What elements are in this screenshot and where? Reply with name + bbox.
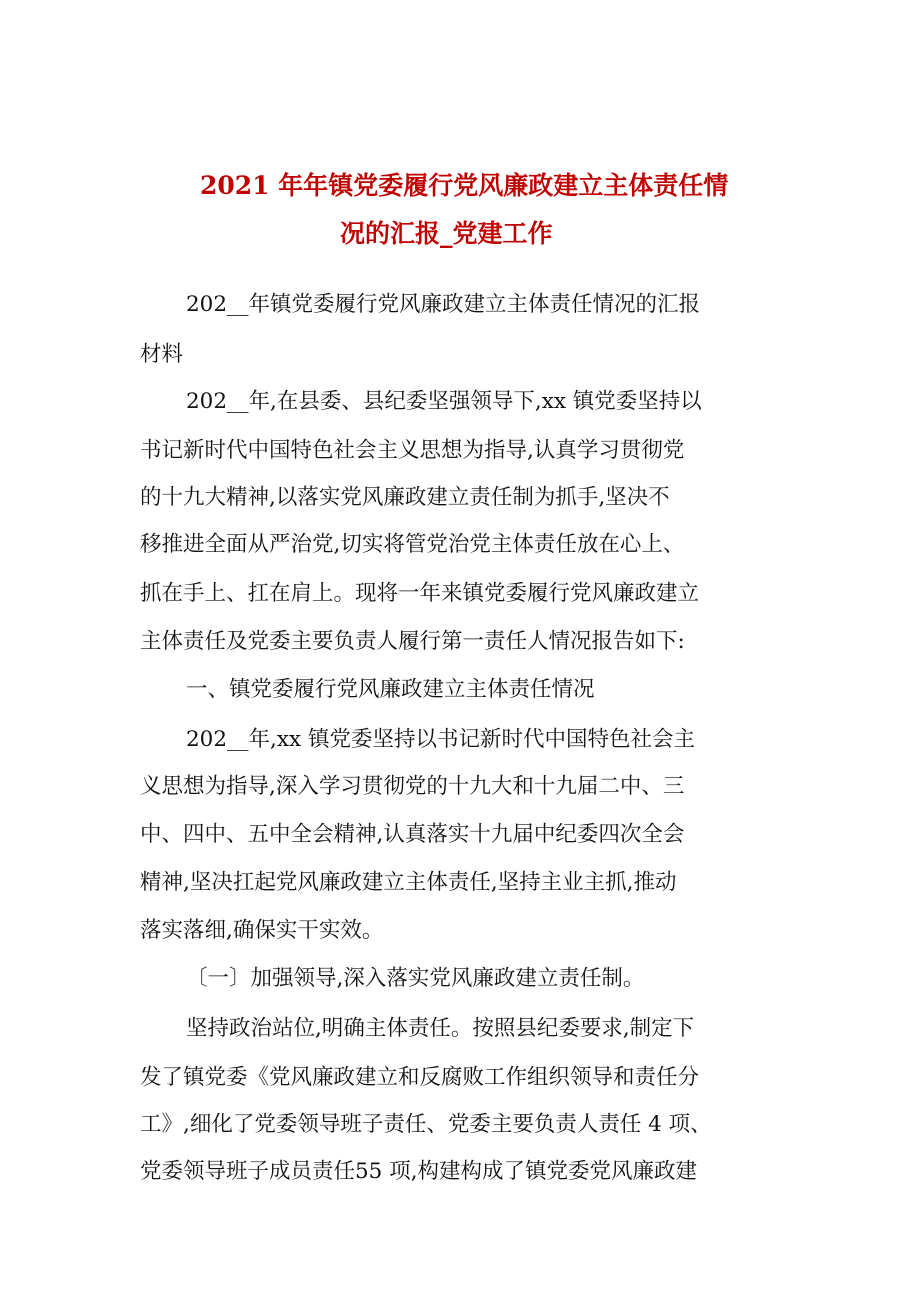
document-title-line-1: 2021 年年镇党委履行党风廉政建立主体责任情 [200,171,729,200]
body-line: 落实落细,确保实干实效。 [140,918,384,943]
document-title-line-2: 况的汇报_党建工作 [340,219,553,248]
body-line: 发了镇党委《党风廉政建立和反腐败工作组织领导和责任分 [140,1065,700,1090]
body-line: 202__年,xx 镇党委坚持以书记新时代中国特色社会主 [186,727,695,752]
body-line: 202__年镇党委履行党风廉政建立主体责任情况的汇报 [186,292,701,317]
body-line: 义思想为指导,深入学习贯彻党的十九大和十九届二中、三 [140,774,685,799]
body-line: 中、四中、五中全会精神,认真落实十九届中纪委四次全会 [140,822,685,847]
body-line: 工》,细化了党委领导班子责任、党委主要负责人责任 4 项、 [140,1112,712,1137]
body-line: 书记新时代中国特色社会主义思想为指导,认真学习贯彻党 [140,438,685,463]
body-line: 坚持政治站位,明确主体责任。按照县纪委要求,制定下 [186,1016,695,1041]
body-line: 的十九大精神,以落实党风廉政建立责任制为抓手,坚决不 [140,485,670,510]
subsection-heading: 〔一〕加强领导,深入落实党风廉政建立责任制。 [186,966,645,991]
body-line: 主体责任及党委主要负责人履行第一责任人情况报告如下: [140,629,685,654]
body-line: 材料 [140,342,184,367]
body-line: 党委领导班子成员责任55 项,构建构成了镇党委党风廉政建 [140,1159,698,1184]
body-line: 精神,坚决扛起党风廉政建立主体责任,坚持主业主抓,推动 [140,870,677,895]
section-heading: 一、镇党委履行党风廉政建立主体责任情况 [186,677,595,702]
body-line: 202__年,在县委、县纪委坚强领导下,xx 镇党委坚持以 [186,389,702,414]
body-line: 抓在手上、扛在肩上。现将一年来镇党委履行党风廉政建立 [140,581,700,606]
body-line: 移推进全面从严治党,切实将管党治党主体责任放在心上、 [140,532,685,557]
